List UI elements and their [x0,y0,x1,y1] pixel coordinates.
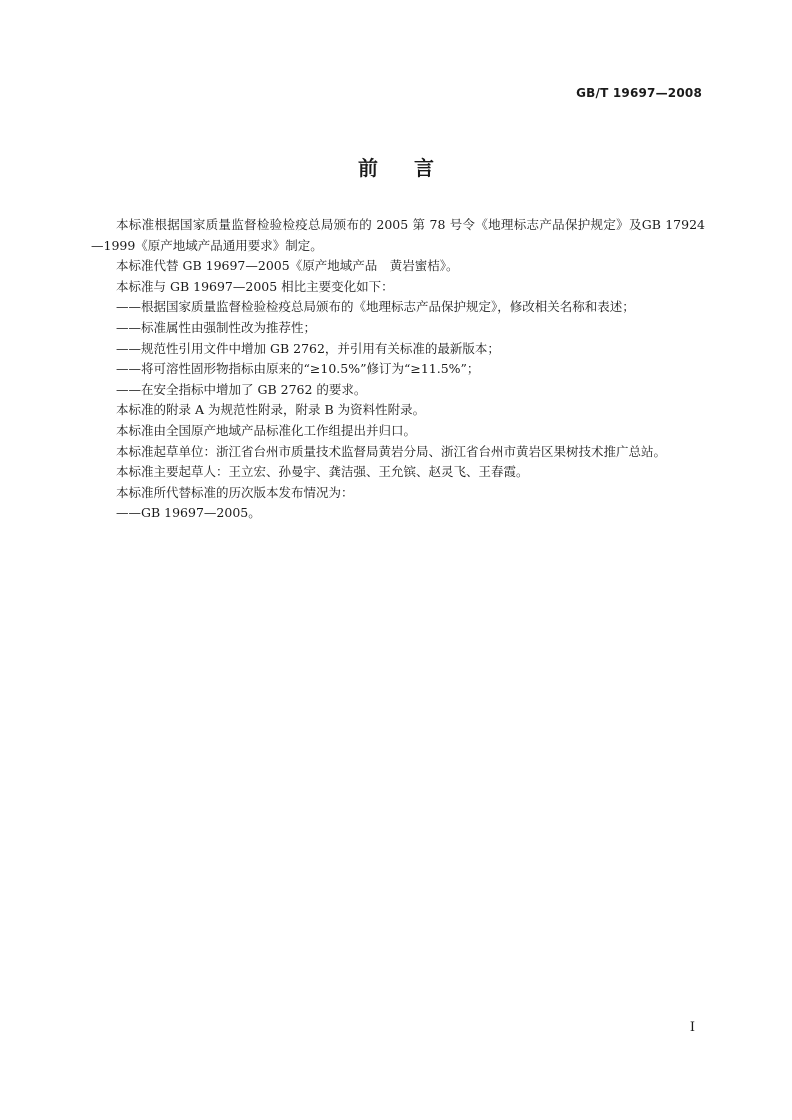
change-item-naming: ——根据国家质量监督检验检疫总局颁布的《地理标志产品保护规定》，修改相关名称和表述； [116,299,635,315]
change-item-attribute: ——标准属性由强制性改为推荐性； [116,319,317,335]
paragraph-history-intro: 本标准所代替标准的历次版本发布情况为： [116,484,354,500]
paragraph-basis: 本标准根据国家质量监督检验检疫总局颁布的 2005 第 78 号令《地理标志产品保护规定》及GB 17924—1999《原产地域产品通用要求》制定。 [91,217,705,253]
change-item-solids: ——将可溶性固形物指标由原来的“≥10.5%”修订为“≥11.5%”； [116,361,480,377]
foreword-body [91,215,705,524]
page-title: 前言 [358,156,470,180]
paragraph-drafting-units: 本标准起草单位：浙江省台州市质量技术监督局黄岩分局、浙江省台州市黄岩区果树技术推广总站。 [116,443,667,459]
paragraph-replaces: 本标准代替 GB 19697—2005《原产地域产品 黄岩蜜桔》。 [116,258,459,274]
paragraph-annexes: 本标准的附录 A 为规范性附录，附录 B 为资料性附录。 [116,402,426,418]
standard-code: GB/T 19697—2008 [576,86,702,100]
change-item-references: ——规范性引用文件中增加 GB 2762，并引用有关标准的最新版本； [116,340,500,356]
paragraph-proposer: 本标准由全国原产地域产品标准化工作组提出并归口。 [116,422,417,438]
history-item: ——GB 19697—2005。 [116,505,261,521]
change-item-safety: ——在安全指标中增加了 GB 2762 的要求。 [116,381,367,397]
page-number: I [689,1020,695,1035]
paragraph-drafters: 本标准主要起草人：王立宏、孙曼宇、龚洁强、王允镔、赵灵飞、王春霞。 [116,464,529,480]
paragraph-changes-intro: 本标准与 GB 19697—2005 相比主要变化如下： [116,278,394,294]
